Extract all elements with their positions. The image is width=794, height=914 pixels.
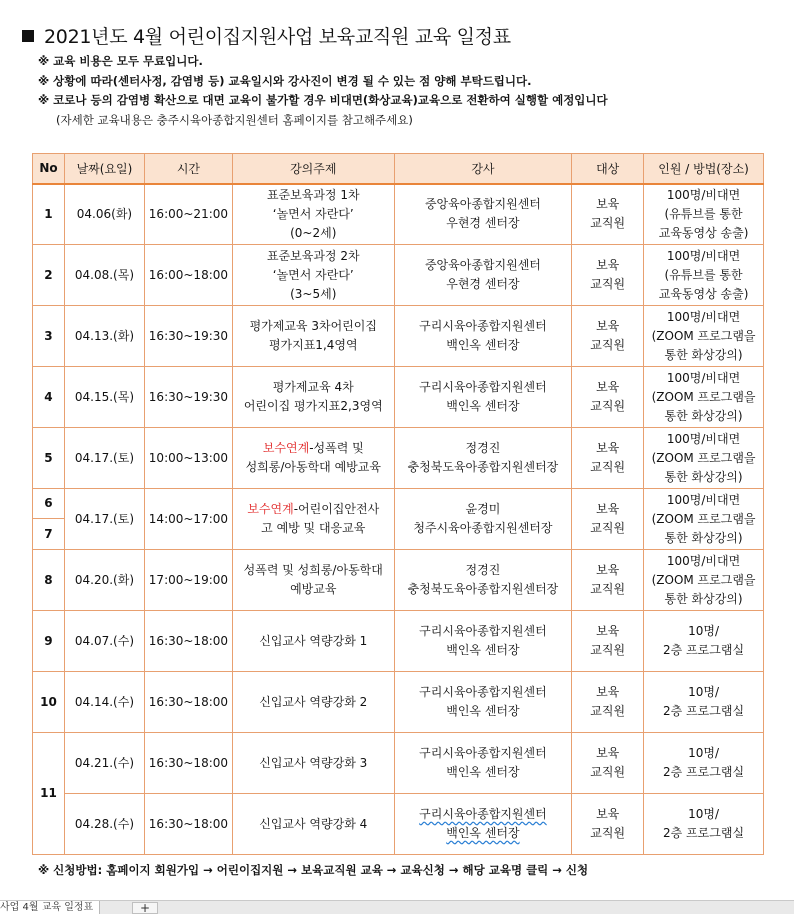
note-1: ※ 교육 비용은 모두 무료입니다. (38, 54, 203, 68)
table-row (33, 367, 764, 428)
topic-line (235, 439, 392, 458)
cell-lecturer (394, 428, 572, 489)
topic-line: 고 예방 및 대응교육 (261, 521, 366, 535)
cell-no: 1 (33, 184, 65, 245)
cell-method (644, 733, 764, 794)
cell-time: 16:30~18:00 (144, 733, 232, 794)
cell-method (644, 306, 764, 367)
header-no: No (33, 154, 65, 184)
lecturer-line: 우현경 센터장 (446, 216, 520, 231)
cell-lecturer (394, 672, 572, 733)
note-2: ※ 상황에 따라(센터사정, 감염병 등) 교육일시와 강사진이 변경 될 수 있는 점 양해 부탁드립니다. (38, 73, 532, 88)
notes (38, 52, 608, 130)
cell-lecturer (394, 184, 572, 245)
lecturer-line: 청주시육아종합지원센터장 (413, 521, 553, 535)
title-text: 2021년도 4월 어린이집지원사업 보육교직원 교육 일정표 (44, 26, 511, 48)
topic-line (235, 500, 392, 519)
cell-date: 04.21.(수) (64, 733, 144, 794)
cell-target (572, 245, 644, 306)
cell-lecturer (394, 611, 572, 672)
lecturer-line: 구리시육아종합지원센터 (419, 746, 547, 760)
target-line: 교직원 (590, 643, 626, 657)
cell-time: 17:00~19:00 (144, 550, 232, 611)
topic-line: 신입교사 역량강화 2 (259, 694, 368, 709)
cell-time: 16:30~19:30 (144, 367, 232, 428)
cell-no: 7 (33, 519, 65, 550)
target-line: 교직원 (590, 826, 626, 840)
cell-date: 04.28.(수) (64, 794, 144, 855)
table-row (33, 733, 764, 794)
cell-date: 04.17.(토) (64, 489, 144, 550)
lecturer-line: 중앙육아종합지원센터 (424, 258, 541, 272)
method-line: 교육동영상 송출) (658, 286, 749, 301)
lecturer-line: 충청북도육아종합지원센터장 (407, 582, 559, 596)
cell-method (644, 245, 764, 306)
method-line: 10명/ (688, 624, 720, 638)
method-line: 100명/비대면 (666, 370, 741, 385)
lecturer-line: 중앙육아종합지원센터 (424, 197, 541, 212)
method-line: 100명/비대면 (666, 431, 741, 446)
method-line: 10명/ (688, 685, 720, 699)
cell-time: 10:00~13:00 (144, 428, 232, 489)
target-line: 보육 (596, 197, 620, 212)
cell-lecturer (394, 245, 572, 306)
topic-line: 평가제교육 4차 (272, 380, 354, 394)
target-line: 교직원 (590, 521, 626, 535)
cell-date: 04.20.(화) (64, 550, 144, 611)
cell-topic (232, 367, 394, 428)
target-line: 보육 (596, 258, 620, 272)
table-row (33, 611, 764, 672)
document-title (22, 22, 511, 49)
header-time: 시간 (144, 154, 232, 184)
lecturer-line: 구리시육아종합지원센터 (419, 319, 547, 333)
cell-time: 16:30~18:00 (144, 794, 232, 855)
cell-topic (232, 672, 394, 733)
header-date: 날짜(요일) (64, 154, 144, 184)
lecturer-line: 구리시육아종합지원센터 (419, 807, 547, 821)
target-line: 보육 (596, 807, 620, 821)
method-line: (ZOOM 프로그램을 (651, 450, 756, 465)
method-line: 2층 프로그램실 (663, 765, 745, 779)
cell-lecturer (394, 489, 572, 550)
topic-line: (0~2세) (290, 225, 337, 240)
cell-target (572, 794, 644, 855)
sheet-tab-bar (0, 900, 794, 914)
cell-lecturer (394, 794, 572, 855)
topic-line: 평가제교육 3차어린이집 (249, 319, 377, 333)
topic-line: ‘놀면서 자란다’ (272, 267, 354, 282)
method-line: 10명/ (688, 746, 720, 760)
target-line: 교직원 (590, 460, 626, 474)
cell-target (572, 367, 644, 428)
topic-line: 성희롱/아동학대 예방교육 (245, 460, 381, 474)
lecturer-line: 백인옥 센터장 (446, 643, 520, 657)
method-line: 통한 화상강의) (664, 347, 743, 362)
table-row (33, 428, 764, 489)
cell-no: 5 (33, 428, 65, 489)
cell-target (572, 306, 644, 367)
cell-lecturer (394, 367, 572, 428)
topic-line: 신입교사 역량강화 3 (259, 755, 368, 770)
cell-time: 16:30~18:00 (144, 611, 232, 672)
cell-target (572, 611, 644, 672)
square-bullet-icon (22, 30, 34, 42)
cell-method (644, 794, 764, 855)
lecturer-line: 정경진 (465, 441, 501, 455)
cell-target (572, 672, 644, 733)
header-lecturer: 강사 (394, 154, 572, 184)
cell-method (644, 184, 764, 245)
cell-time: 14:00~17:00 (144, 489, 232, 550)
lecturer-line: 구리시육아종합지원센터 (419, 380, 547, 394)
target-line: 보육 (596, 685, 620, 699)
table-row (33, 306, 764, 367)
topic-line: ‘놀면서 자란다’ (272, 206, 354, 221)
target-line: 보육 (596, 441, 620, 455)
method-line: 2층 프로그램실 (663, 704, 745, 718)
method-line: (ZOOM 프로그램을 (651, 511, 756, 526)
target-line: 보육 (596, 563, 620, 577)
topic-line: 어린이집 평가지표2,3영역 (243, 399, 383, 413)
method-line: 100명/비대면 (666, 248, 741, 263)
topic-line: 평가지표1,4영역 (268, 338, 358, 352)
header-method: 인원 / 방법(장소) (644, 154, 764, 184)
cell-date: 04.07.(수) (64, 611, 144, 672)
target-line: 보육 (596, 380, 620, 394)
note-3: ※ 코로나 등의 감염병 확산으로 대면 교육이 불가할 경우 비대면(화상교육)교육으로 전환하여 실행할 예정입니다 (38, 93, 608, 107)
target-line: 보육 (596, 319, 620, 333)
lecturer-line: 백인옥 센터장 (446, 704, 520, 718)
cell-date: 04.06(화) (64, 184, 144, 245)
method-line: 통한 화상강의) (664, 408, 743, 423)
method-line: (ZOOM 프로그램을 (651, 389, 756, 404)
cell-no: 3 (33, 306, 65, 367)
table-row (33, 672, 764, 733)
target-line: 교직원 (590, 704, 626, 718)
lecturer-line: 백인옥 센터장 (446, 338, 520, 352)
target-line: 교직원 (590, 582, 626, 596)
table-header-row (33, 154, 764, 184)
method-line: 통한 화상강의) (664, 530, 743, 545)
target-line: 보육 (596, 746, 620, 760)
application-method: ※ 신청방법: 홈페이지 회원가입 → 어린이집지원 → 보육교직원 교육 → 교육신청 → 해당 교육명 클릭 → 신청 (38, 863, 589, 877)
lecturer-line: 우현경 센터장 (446, 277, 520, 291)
lecturer-line: 구리시육아종합지원센터 (419, 685, 547, 699)
target-line: 보육 (596, 624, 620, 638)
schedule-table (32, 153, 764, 855)
cell-date: 04.08.(목) (64, 245, 144, 306)
lecturer-line: 충청북도육아종합지원센터장 (407, 460, 559, 474)
cell-no: 9 (33, 611, 65, 672)
table-row (33, 794, 764, 855)
target-line: 교직원 (590, 338, 626, 352)
cell-topic (232, 245, 394, 306)
cell-topic (232, 306, 394, 367)
lecturer-line-wrap (397, 824, 570, 843)
topic-line: 신입교사 역량강화 4 (259, 816, 368, 831)
topic-line: 표준보육과정 1차 (266, 187, 360, 202)
cell-date: 04.15.(목) (64, 367, 144, 428)
cell-topic (232, 550, 394, 611)
method-line: 100명/비대면 (666, 553, 741, 568)
target-line: 교직원 (590, 277, 626, 291)
sheet-tab[interactable]: 사업 4월 교육 일정표 (0, 901, 100, 914)
method-line: 통한 화상강의) (664, 469, 743, 484)
cell-no: 4 (33, 367, 65, 428)
method-line: 10명/ (688, 807, 720, 821)
cell-method (644, 428, 764, 489)
topic-text: -성폭력 및 (309, 441, 364, 455)
cell-no: 8 (33, 550, 65, 611)
note-indent: (자세한 교육내용은 충주시육아종합지원센터 홈페이지를 참고해주세요) (56, 112, 413, 127)
header-target: 대상 (572, 154, 644, 184)
cell-no: 2 (33, 245, 65, 306)
target-line: 보육 (596, 502, 620, 516)
cell-lecturer (394, 306, 572, 367)
cell-method (644, 611, 764, 672)
topic-line: 표준보육과정 2차 (266, 248, 360, 263)
cell-method (644, 489, 764, 550)
cell-time: 16:30~19:30 (144, 306, 232, 367)
topic-highlight: 보수연계 (262, 441, 310, 455)
cell-method (644, 550, 764, 611)
cell-date: 04.17.(토) (64, 428, 144, 489)
cell-method (644, 672, 764, 733)
lecturer-line: 구리시육아종합지원센터 (419, 624, 547, 638)
cell-target (572, 550, 644, 611)
lecturer-line: 백인옥 센터장 (446, 399, 520, 413)
cell-topic (232, 184, 394, 245)
topic-line: 성폭력 및 성희롱/아동학대 (243, 563, 383, 577)
method-line: 2층 프로그램실 (663, 826, 745, 840)
cell-no: 11 (33, 733, 65, 855)
cell-method (644, 367, 764, 428)
topic-line: 예방교육 (290, 582, 337, 596)
lecturer-line: 백인옥 센터장 (446, 826, 520, 840)
cell-date: 04.13.(화) (64, 306, 144, 367)
method-line: (유튜브를 통한 (664, 206, 743, 221)
cell-no: 6 (33, 489, 65, 519)
topic-text: -어린이집안전사 (293, 502, 380, 516)
method-line: 100명/비대면 (666, 492, 741, 507)
table-row (33, 245, 764, 306)
cell-target (572, 489, 644, 550)
table-row (33, 184, 764, 245)
method-line: (ZOOM 프로그램을 (651, 572, 756, 587)
cell-time: 16:00~18:00 (144, 245, 232, 306)
cell-topic (232, 794, 394, 855)
cell-topic (232, 428, 394, 489)
lecturer-line: 윤경미 (465, 502, 501, 516)
method-line: 100명/비대면 (666, 309, 741, 324)
table-row (33, 489, 764, 519)
cell-target (572, 184, 644, 245)
lecturer-line: 백인옥 센터장 (446, 765, 520, 779)
target-line: 교직원 (590, 216, 626, 231)
cell-topic (232, 733, 394, 794)
cell-no: 10 (33, 672, 65, 733)
cell-lecturer (394, 550, 572, 611)
cell-lecturer (394, 733, 572, 794)
method-line: 통한 화상강의) (664, 591, 743, 606)
method-line: 2층 프로그램실 (663, 643, 745, 657)
method-line: 100명/비대면 (666, 187, 741, 202)
method-line: (유튜브를 통한 (664, 267, 743, 282)
header-topic: 강의주제 (232, 154, 394, 184)
topic-line: (3~5세) (290, 286, 337, 301)
cell-target (572, 428, 644, 489)
cell-topic (232, 489, 394, 550)
target-line: 교직원 (590, 399, 626, 413)
table-row (33, 550, 764, 611)
cell-time: 16:00~21:00 (144, 184, 232, 245)
method-line: (ZOOM 프로그램을 (651, 328, 756, 343)
target-line: 교직원 (590, 765, 626, 779)
cell-date: 04.14.(수) (64, 672, 144, 733)
cell-time: 16:30~18:00 (144, 672, 232, 733)
topic-highlight: 보수연계 (247, 502, 294, 516)
lecturer-line: 정경진 (465, 563, 501, 577)
cell-target (572, 733, 644, 794)
topic-line: 신입교사 역량강화 1 (259, 633, 368, 648)
method-line: 교육동영상 송출) (658, 225, 749, 240)
add-sheet-button[interactable]: + (132, 902, 158, 914)
cell-topic (232, 611, 394, 672)
